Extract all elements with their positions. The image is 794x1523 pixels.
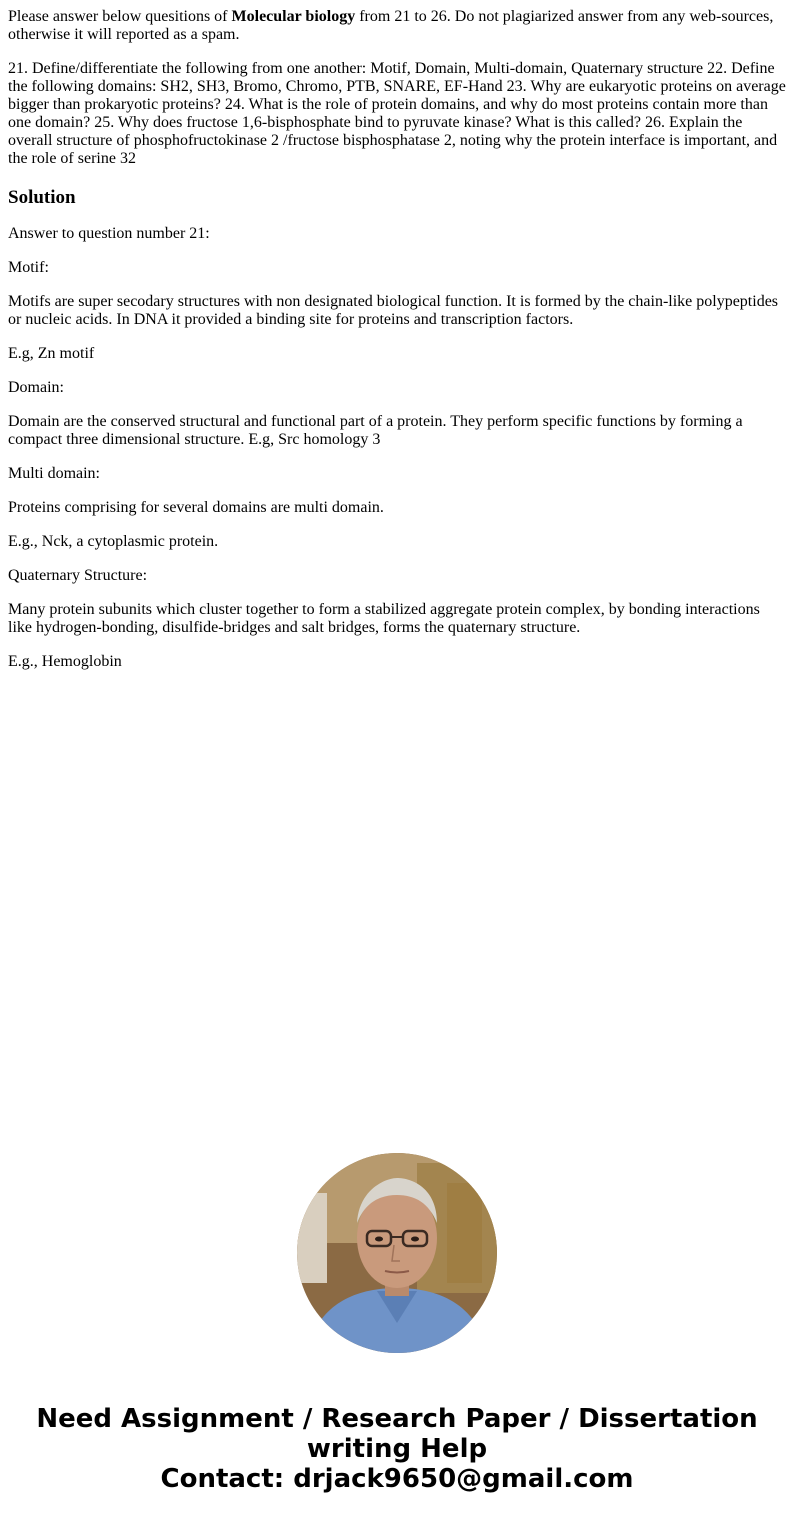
footer-line: Need Assignment / Research Paper / Dissertation <box>36 1404 758 1434</box>
answer-paragraph: E.g., Hemoglobin <box>8 653 122 670</box>
question-intro <box>8 8 786 44</box>
author-avatar <box>297 1153 497 1353</box>
answer-paragraph: Proteins comprising for several domains are multi domain. <box>8 499 384 516</box>
contact-footer <box>0 1404 794 1494</box>
question-body: 21. Define/differentiate the following from one another: Motif, Domain, Multi-domain, Quaternary structure 22. Define the following domains: SH2, SH3, Bromo, Chromo, PTB, SNARE, EF-Hand 23. Why are eukaryotic proteins on average bigger than prokaryotic proteins? 24. What is the role of protein domains, and why do most proteins contain more than one domain? 25. Why does fructose 1,6-bisphosphate bind to pyruvate kinase? What is this called? 26. Explain the overall structure of phosphofructokinase 2 /fructose bisphosphatase 2, noting why the protein interface is important, and the role of serine 32 <box>8 60 786 167</box>
answer-paragraph: Domain are the conserved structural and functional part of a protein. They perform specific functions by forming a compact three dimensional structure. E.g, Src homology 3 <box>8 413 743 448</box>
answer-paragraph: Multi domain: <box>8 465 100 482</box>
answer-paragraph: Many protein subunits which cluster together to form a stabilized aggregate protein complex, by bonding interactions like hydrogen-bonding, disulfide-bridges and salt bridges, forms the quaternary structure. <box>8 601 760 636</box>
avatar-photo <box>297 1153 497 1353</box>
answer-paragraph: E.g., Nck, a cytoplasmic protein. <box>8 533 219 550</box>
solution-heading: Solution <box>8 187 76 208</box>
intro-prefix: Please answer below quesitions of <box>8 8 232 25</box>
answer-paragraph: Answer to question number 21: <box>8 225 210 242</box>
answer-paragraph: Domain: <box>8 379 64 396</box>
intro-suffix: from 21 to 26. Do not plagiarized answer from any web-sources, otherwise it will reported as a spam. <box>8 8 774 43</box>
footer-contact: Contact: drjack9650@gmail.com <box>160 1464 634 1494</box>
solution-body <box>8 225 786 671</box>
intro-subject: Molecular biology <box>231 8 356 25</box>
answer-paragraph: Quaternary Structure: <box>8 567 148 584</box>
answer-paragraph: Motif: <box>8 259 49 276</box>
footer-line: writing Help <box>306 1434 488 1464</box>
answer-paragraph: E.g, Zn motif <box>8 345 95 362</box>
answer-paragraph: Motifs are super secodary structures with non designated biological function. It is formed by the chain-like polypeptides or nucleic acids. In DNA it provided a binding site for proteins and transcription factors. <box>8 293 779 328</box>
document-content <box>8 8 786 687</box>
